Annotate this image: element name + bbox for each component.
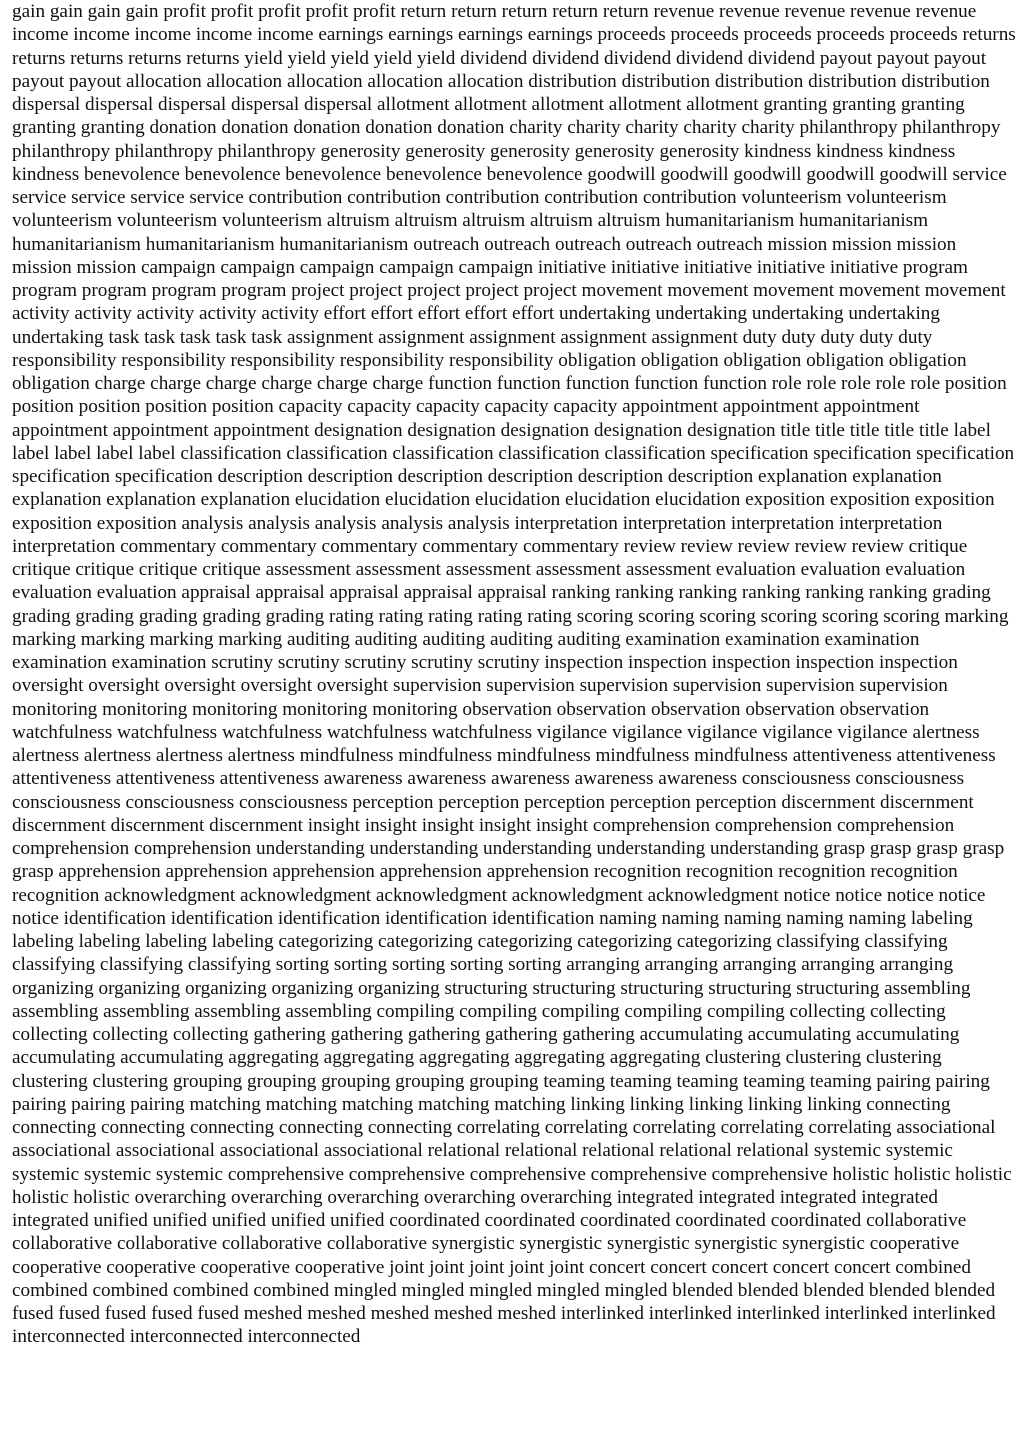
document-body-text: gain gain gain gain profit profit profit profit profit return return return return return revenue revenue revenue revenue revenue income income income income income earnings earnings earnings earnings proceeds proceeds proceeds proceeds proceeds returns returns returns returns returns yield yield yield yield yield dividend dividend dividend dividend dividend payout payout payout payout payout allocation allocation allocation allocation allocation distribution distribution distribution distribution distribution dispersal dispersal dispersal dispersal dispersal allotment allotment allotment allotment allotment granting granting granting granting granting donation donation donation donation donation charity charity charity charity charity philanthropy philanthropy philanthropy philanthropy philanthropy generosity generosity generosity generosity generosity kindness kindness kindness kindness benevolence benevolence benevolence benevolence benevolence goodwill goodwill goodwill goodwill goodwill service service service service service contribution contribution contribution contribution contribution volunteerism volunteerism volunteerism volunteerism volunteerism altruism altruism altruism altruism altruism humanitarianism humanitarianism humanitarianism humanitarianism humanitarianism outreach outreach outreach outreach outreach mission mission mission mission mission campaign campaign campaign campaign campaign initiative initiative initiative initiative initiative program program program program program project project project project project movement movement movement movement movement activity activity activity activity activity effort effort effort effort effort undertaking undertaking undertaking undertaking undertaking task task task task task assignment assignment assignment assignment assignment duty duty duty duty duty responsibility responsibility responsibility responsibility responsibility obligation obligation obligation obligation obligation obligation charge charge charge charge charge charge function function function function function role role role role role position position position position position capacity capacity capacity capacity capacity appointment appointment appointment appointment appointment appointment designation designation designation designation designation title title title title title label label label label label classification classification classification classification classification specification specification specification specification specification description description description description description description explanation explanation explanation explanation explanation elucidation elucidation elucidation elucidation elucidation exposition exposition exposition exposition exposition analysis analysis analysis analysis analysis interpretation interpretation interpretation interpretation interpretation commentary commentary commentary commentary commentary review review review review review critique critique critique critique critique assessment assessment assessment assessment assessment evaluation evaluation evaluation evaluation evaluation appraisal appraisal appraisal appraisal appraisal ranking ranking ranking ranking ranking ranking grading grading grading grading grading grading rating rating rating rating rating scoring scoring scoring scoring scoring scoring marking marking marking marking marking auditing auditing auditing auditing auditing examination examination examination examination examination scrutiny scrutiny scrutiny scrutiny scrutiny inspection inspection inspection inspection inspection oversight oversight oversight oversight oversight supervision supervision supervision supervision supervision supervision monitoring monitoring monitoring monitoring monitoring observation observation observation observation observation watchfulness watchfulness watchfulness watchfulness watchfulness vigilance vigilance vigilance vigilance vigilance alertness alertness alertness alertness alertness mindfulness mindfulness mindfulness mindfulness mindfulness attentiveness attentiveness attentiveness attentiveness attentiveness awareness awareness awareness awareness awareness consciousness consciousness consciousness consciousness consciousness perception perception perception perception perception discernment discernment discernment discernment discernment insight insight insight insight insight comprehension comprehension comprehension comprehension comprehension understanding understanding understanding understanding understanding grasp grasp grasp grasp grasp apprehension apprehension apprehension apprehension apprehension recognition recognition recognition recognition recognition acknowledgment acknowledgment acknowledgment acknowledgment acknowledgment notice notice notice notice notice identification identification identification identification identification naming naming naming naming naming labeling labeling labeling labeling labeling categorizing categorizing categorizing categorizing categorizing classifying classifying classifying classifying classifying sorting sorting sorting sorting sorting arranging arranging arranging arranging arranging organizing organizing organizing organizing organizing structuring structuring structuring structuring structuring assembling assembling assembling assembling assembling compiling compiling compiling compiling compiling collecting collecting collecting collecting collecting gathering gathering gathering gathering gathering accumulating accumulating accumulating accumulating accumulating aggregating aggregating aggregating aggregating aggregating clustering clustering clustering clustering clustering grouping grouping grouping grouping grouping teaming teaming teaming teaming teaming pairing pairing pairing pairing pairing matching matching matching matching matching linking linking linking linking linking connecting connecting connecting connecting connecting connecting correlating correlating correlating correlating correlating associational associational associational associational associational relational relational relational relational relational systemic systemic systemic systemic systemic comprehensive comprehensive comprehensive comprehensive comprehensive holistic holistic holistic holistic holistic overarching overarching overarching overarching overarching integrated integrated integrated integrated integrated unified unified unified unified unified coordinated coordinated coordinated coordinated coordinated collaborative collaborative collaborative collaborative collaborative synergistic synergistic synergistic synergistic synergistic cooperative cooperative cooperative cooperative cooperative joint joint joint joint joint concert concert concert concert concert combined combined combined combined combined mingled mingled mingled mingled mingled blended blended blended blended blended fused fused fused fused fused meshed meshed meshed meshed meshed interlinked interlinked interlinked interlinked interlinked interconnected interconnected interconnected bbox=[12, 1, 1016, 1348]
